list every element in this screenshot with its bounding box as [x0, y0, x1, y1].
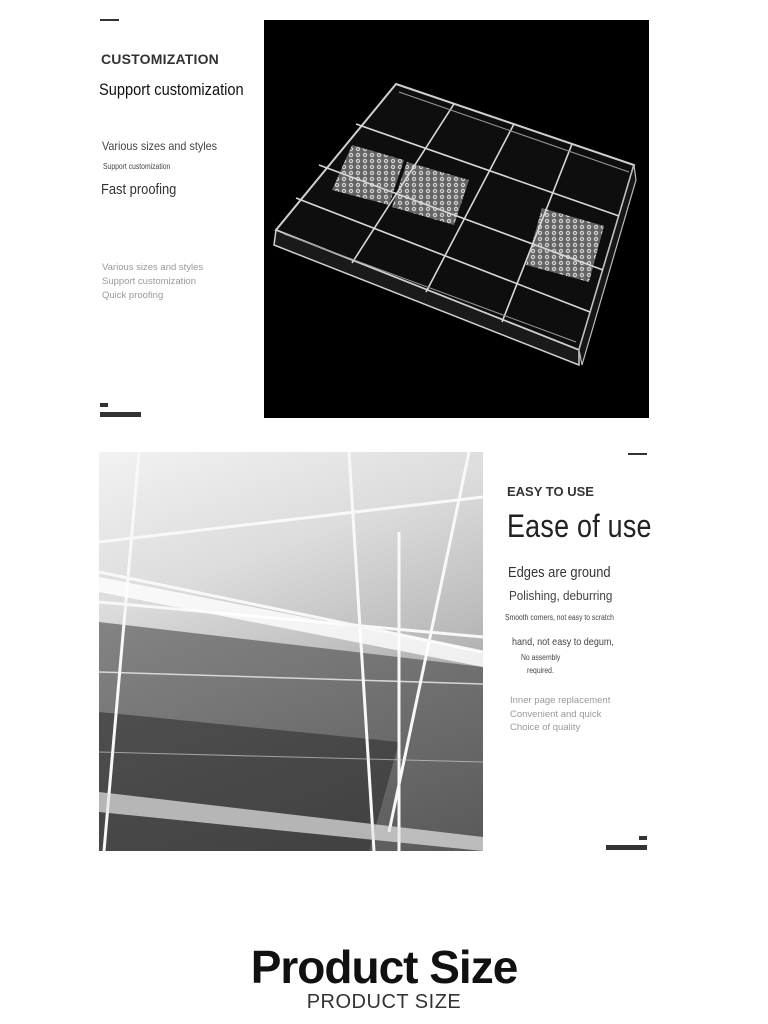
section2-line3: Smooth corners, not easy to scratch — [505, 613, 614, 622]
section2-eyebrow: EASY TO USE — [507, 484, 594, 499]
product-size-title: Product Size — [250, 941, 518, 993]
section2-title: Ease of use — [507, 508, 652, 544]
top-decor-bar — [100, 19, 119, 21]
section1-eyebrow: CUSTOMIZATION — [101, 51, 219, 67]
acrylic-closeup-photo — [99, 452, 483, 851]
acrylic-box-illustration — [264, 20, 649, 418]
section2-corner-bar — [606, 845, 647, 850]
section1-small-line: Support customization — [102, 276, 196, 287]
section2-line6: required. — [527, 666, 554, 675]
section1-corner-bar — [100, 412, 141, 417]
section2-small-line: Choice of quality — [510, 722, 581, 733]
section1-small-line: Various sizes and styles — [102, 262, 204, 273]
section2-small-line: Convenient and quick — [510, 709, 602, 720]
section1-line2: Support customization — [103, 162, 171, 171]
section2-line1: Edges are ground — [508, 564, 611, 581]
section2-small-line: Inner page replacement — [510, 695, 611, 706]
section1-small-line: Quick proofing — [102, 290, 164, 301]
acrylic-closeup-illustration — [99, 452, 483, 851]
section2-line5: No assembly — [521, 653, 561, 662]
section2-top-bar — [628, 453, 647, 455]
section2-line4: hand, not easy to degum, — [512, 636, 614, 648]
section1-corner-mark — [100, 403, 108, 407]
section2-line2: Polishing, deburring — [509, 588, 613, 603]
section1-line3: Fast proofing — [101, 181, 177, 198]
section2-corner-mark — [639, 836, 647, 840]
product-size-subtitle: PRODUCT SIZE — [306, 991, 462, 1013]
section1-line1: Various sizes and styles — [102, 139, 218, 153]
section1-title: Support customization — [99, 80, 244, 99]
acrylic-box-photo — [264, 20, 649, 418]
